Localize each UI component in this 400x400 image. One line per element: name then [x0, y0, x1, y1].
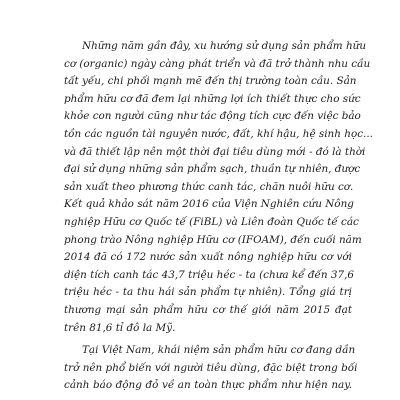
paragraph-line: đại sử dụng những sản phẩm sạch, thuần tự nhiên, được	[64, 163, 361, 176]
paragraph-line: sản xuất theo phương thức canh tác, chăn nuôi hữu cơ.	[64, 180, 354, 193]
paragraph-line: thương mại sản phẩm hữu cơ thế giới năm 2015 đạt	[64, 303, 352, 316]
paragraph-line: diện tích canh tác 43,7 triệu héc - ta (chưa kể đến 37,6	[64, 268, 355, 281]
paragraph-line: và đã thiết lập nên một thời đại tiêu dùng mới - đó là thời	[64, 145, 366, 158]
paragraph-line: Tại Việt Nam, khái niệm sản phẩm hữu cơ đang dần	[82, 344, 356, 357]
paragraph-line: triệu héc - ta thu hái sản phẩm tự nhiên). Tổng giá trị	[64, 286, 352, 299]
paragraph-line: 2014 đã có 172 nước sản xuất nông nghiệp hữu cơ với	[64, 251, 352, 264]
paragraph-2	[64, 342, 358, 395]
paragraph-line: phong trào Nông nghiệp Hữu cơ (IFOAM), đến cuối năm	[64, 233, 362, 246]
paragraph-1	[64, 38, 373, 337]
paragraph-line: tất yếu, chi phối mạnh mẽ đến thị trường toàn cầu. Sản	[64, 75, 357, 88]
paragraph-line: Kết quả khảo sát năm 2016 của Viện Nghiên cứu Nông	[64, 198, 354, 211]
paragraph-line: trở nên phổ biến với người tiêu dùng, đặc biệt trong bối	[64, 361, 358, 374]
paragraph-line: trên 81,6 tỉ đô la Mỹ.	[64, 321, 176, 334]
body-text	[64, 38, 373, 395]
paragraph-line: nghiệp Hữu cơ Quốc tế (FiBL) và Liên đoàn Quốc tế các	[64, 215, 359, 228]
paragraph-line: Những năm gần đây, xu hướng sử dụng sản phẩm hữu	[82, 40, 367, 52]
paragraph-line: phẩm hữu cơ đã đem lại những lợi ích thiết thực cho sức	[64, 92, 361, 105]
paragraph-line: khỏe con người cũng như tác động tích cực đến việc bảo	[64, 110, 361, 123]
paragraph-line: tồn các nguồn tài nguyên nước, đất, khí hậu, hệ sinh học...	[64, 127, 373, 140]
paragraph-line: cơ (organic) ngày càng phát triển và đã trở thành nhu cầu	[64, 57, 371, 70]
paragraph-line: cảnh báo động đỏ về an toàn thực phẩm như hiện nay.	[64, 379, 352, 392]
